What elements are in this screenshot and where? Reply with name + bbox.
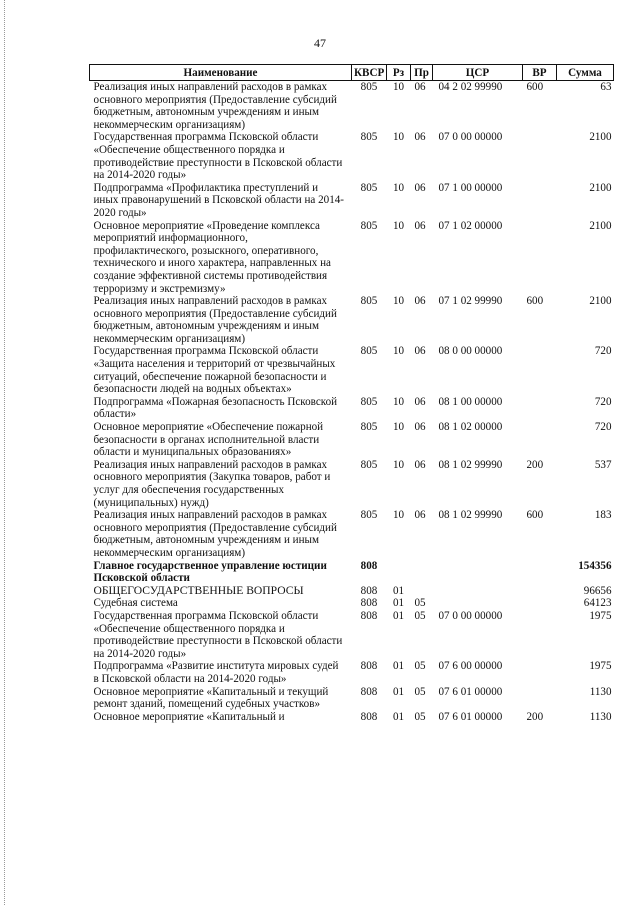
cell-sum: 2100 — [589, 131, 612, 144]
cell-sum: 1130 — [589, 685, 612, 698]
cell-name: Подпрограмма «Развитие института мировых судей в Псковской области на 2014-2020 годы» — [93, 660, 339, 685]
cell-rz: 10 — [392, 509, 405, 522]
cell-vr — [523, 182, 557, 220]
cell-rz: 01 — [392, 597, 405, 610]
cell-csr: 07 6 01 00000 — [438, 685, 503, 698]
cell-sum: 96656 — [583, 584, 612, 597]
cell-sum: 2100 — [589, 181, 612, 194]
cell-pr: 06 — [414, 131, 426, 144]
cell-csr: 08 0 00 00000 — [438, 345, 503, 358]
table-row — [90, 686, 614, 711]
table-row — [90, 396, 614, 421]
header-kvsr: КВСР — [352, 65, 387, 81]
cell-vr: 600 — [526, 81, 544, 93]
cell-name: Государственная программа Псковской области «Обеспечение общественного порядка и противодействие преступности в Псковской области на 2014-2020 годы» — [93, 131, 343, 182]
cell-sum: 1975 — [589, 609, 612, 622]
cell-kvsr: 805 — [360, 421, 378, 434]
cell-rz: 01 — [392, 685, 405, 698]
header-rz: Рз — [387, 65, 411, 81]
cell-kvsr: 808 — [360, 660, 378, 673]
cell-sum: 183 — [594, 509, 612, 522]
cell-kvsr: 808 — [360, 710, 378, 723]
cell-kvsr: 805 — [360, 395, 378, 408]
cell-sum: 720 — [594, 345, 612, 358]
cell-name: Подпрограмма «Профилактика преступлений и иных правонарушений в Псковской области на 2014-2020 годы» — [93, 181, 344, 219]
cell-pr: 05 — [414, 597, 426, 610]
cell-csr: 08 1 00 00000 — [438, 395, 503, 408]
cell-pr — [411, 560, 433, 585]
cell-csr: 07 1 02 00000 — [438, 219, 503, 232]
cell-name: ОБЩЕГОСУДАРСТВЕННЫЕ ВОПРОСЫ — [93, 583, 304, 597]
cell-pr: 06 — [414, 181, 426, 194]
cell-rz: 10 — [392, 81, 405, 93]
cell-sum: 63 — [600, 81, 612, 93]
table-row — [90, 182, 614, 220]
table-row — [90, 421, 614, 459]
cell-csr: 08 1 02 00000 — [438, 421, 503, 434]
cell-rz: 10 — [392, 181, 405, 194]
cell-vr — [523, 131, 557, 181]
cell-vr — [523, 220, 557, 296]
cell-name: Реализация иных направлений расходов в рамках основного мероприятия (Предоставление субсидий бюджетным, автономным учреждениям и иным некоммерческим организациям) — [93, 81, 337, 131]
cell-vr: 600 — [526, 295, 544, 308]
cell-pr: 06 — [414, 345, 426, 358]
header-csr: ЦСР — [433, 65, 523, 81]
cell-sum: 64123 — [583, 597, 612, 610]
table-row — [90, 585, 614, 598]
cell-vr — [523, 345, 557, 395]
cell-sum: 1130 — [589, 710, 612, 723]
cell-pr: 05 — [414, 710, 426, 723]
cell-kvsr: 808 — [360, 584, 378, 597]
cell-name: Государственная программа Псковской области «Обеспечение общественного порядка и противодействие преступности в Псковской области на 2014-2020 годы» — [93, 609, 343, 660]
cell-rz: 10 — [392, 131, 405, 144]
cell-csr: 07 1 02 99990 — [438, 295, 503, 308]
table-row — [90, 597, 614, 610]
cell-csr: 07 1 00 00000 — [438, 181, 503, 194]
table-row — [90, 711, 614, 724]
cell-pr: 06 — [414, 219, 426, 232]
cell-name: Главное государственное управление юстиции Псковской области — [93, 559, 327, 585]
table-row — [90, 560, 614, 585]
cell-vr — [523, 585, 557, 598]
cell-pr — [411, 585, 433, 598]
cell-rz: 01 — [392, 609, 405, 622]
cell-rz: 10 — [392, 295, 405, 308]
cell-csr — [433, 560, 523, 585]
cell-name: Основное мероприятие «Обеспечение пожарной безопасности в органах исполнительной власти области и муниципальных образованиях» — [93, 421, 324, 459]
cell-rz: 10 — [392, 458, 405, 471]
cell-name: Основное мероприятие «Проведение комплекса мероприятий информационного, профилактического, розыскного, оперативного, технического и иного характера, направленных на создание эффективной системы противодействия терроризму и экстремизму» — [93, 219, 331, 295]
cell-vr — [523, 610, 557, 660]
cell-kvsr: 805 — [360, 458, 378, 471]
cell-kvsr: 805 — [360, 81, 378, 93]
cell-sum: 154356 — [578, 559, 612, 572]
cell-name: Подпрограмма «Пожарная безопасность Псковской области» — [93, 395, 338, 421]
cell-pr: 06 — [414, 421, 426, 434]
cell-vr — [523, 686, 557, 711]
cell-kvsr: 805 — [360, 181, 378, 194]
cell-pr: 05 — [414, 685, 426, 698]
table-row — [90, 220, 614, 296]
header-sum: Сумма — [557, 65, 614, 81]
cell-csr: 07 6 01 00000 — [438, 710, 503, 723]
cell-kvsr: 808 — [360, 685, 378, 698]
cell-csr: 08 1 02 99990 — [438, 458, 503, 471]
cell-csr — [433, 597, 523, 610]
cell-sum: 2100 — [589, 219, 612, 232]
cell-csr: 08 1 02 99990 — [438, 509, 503, 522]
cell-kvsr: 808 — [360, 597, 378, 610]
cell-name: Реализация иных направлений расходов в рамках основного мероприятия (Предоставление субсидий бюджетным, автономным учреждениям и иным некоммерческим организациям) — [93, 509, 337, 559]
cell-kvsr: 805 — [360, 509, 378, 522]
table-row — [90, 345, 614, 395]
cell-kvsr: 808 — [360, 609, 378, 622]
cell-sum: 2100 — [589, 295, 612, 308]
table-row — [90, 660, 614, 685]
cell-csr — [433, 585, 523, 598]
cell-vr — [523, 560, 557, 585]
cell-csr: 07 0 00 00000 — [438, 131, 503, 144]
table-row — [90, 509, 614, 559]
cell-rz: 10 — [392, 345, 405, 358]
cell-sum: 720 — [594, 395, 612, 408]
cell-vr — [523, 421, 557, 459]
cell-pr: 06 — [414, 81, 426, 93]
cell-rz — [387, 560, 411, 585]
cell-sum: 720 — [594, 421, 612, 434]
cell-csr: 07 0 00 00000 — [438, 609, 503, 622]
cell-sum: 537 — [594, 458, 612, 471]
table-row — [90, 295, 614, 345]
cell-rz: 10 — [392, 421, 405, 434]
cell-kvsr: 805 — [360, 295, 378, 308]
table-row — [90, 610, 614, 660]
cell-pr: 06 — [414, 395, 426, 408]
cell-pr: 06 — [414, 458, 426, 471]
cell-rz: 01 — [392, 584, 405, 597]
cell-vr: 600 — [526, 509, 544, 522]
cell-vr — [523, 396, 557, 421]
cell-pr: 06 — [414, 509, 426, 522]
cell-pr: 06 — [414, 295, 426, 308]
cell-vr — [523, 597, 557, 610]
cell-kvsr: 805 — [360, 219, 378, 232]
cell-name: Основное мероприятие «Капитальный и текущий ремонт зданий, помещений судебных участков» — [93, 685, 329, 711]
cell-rz: 10 — [392, 219, 405, 232]
table-body — [90, 81, 614, 724]
header-vr: ВР — [523, 65, 557, 81]
page-number: 47 — [314, 36, 326, 50]
table-header-row — [90, 65, 614, 81]
cell-vr — [523, 660, 557, 685]
cell-rz: 01 — [392, 710, 405, 723]
cell-pr: 05 — [414, 609, 426, 622]
header-name: Наименование — [90, 65, 352, 81]
table-row — [90, 81, 614, 132]
budget-table — [89, 64, 614, 723]
cell-name: Реализация иных направлений расходов в рамках основного мероприятия (Предоставление субсидий бюджетным, автономным учреждениям и иным некоммерческим организациям) — [93, 295, 337, 345]
cell-rz: 01 — [392, 660, 405, 673]
cell-name: Государственная программа Псковской области «Защита населения и территорий от чрезвычайных ситуаций, обеспечение пожарной безопасности и безопасности людей на водных объектах» — [93, 345, 336, 396]
cell-csr: 07 6 00 00000 — [438, 660, 503, 673]
cell-name: Основное мероприятие «Капитальный и — [93, 710, 285, 723]
cell-vr: 200 — [526, 710, 544, 723]
cell-name: Реализация иных направлений расходов в рамках основного мероприятия (Закупка товаров, работ и услуг для обеспечения государственных (муниципальных) нужд) — [93, 458, 331, 509]
cell-csr: 04 2 02 99990 — [438, 81, 503, 93]
table-row — [90, 131, 614, 181]
page-edge — [0, 0, 5, 905]
cell-rz: 10 — [392, 395, 405, 408]
cell-pr: 05 — [414, 660, 426, 673]
header-pr: Пр — [411, 65, 433, 81]
cell-name: Судебная система — [93, 597, 178, 610]
cell-sum: 1975 — [589, 660, 612, 673]
cell-kvsr: 805 — [360, 345, 378, 358]
cell-kvsr: 805 — [360, 131, 378, 144]
cell-vr: 200 — [526, 458, 544, 471]
table-row — [90, 459, 614, 509]
cell-kvsr: 808 — [360, 559, 378, 572]
